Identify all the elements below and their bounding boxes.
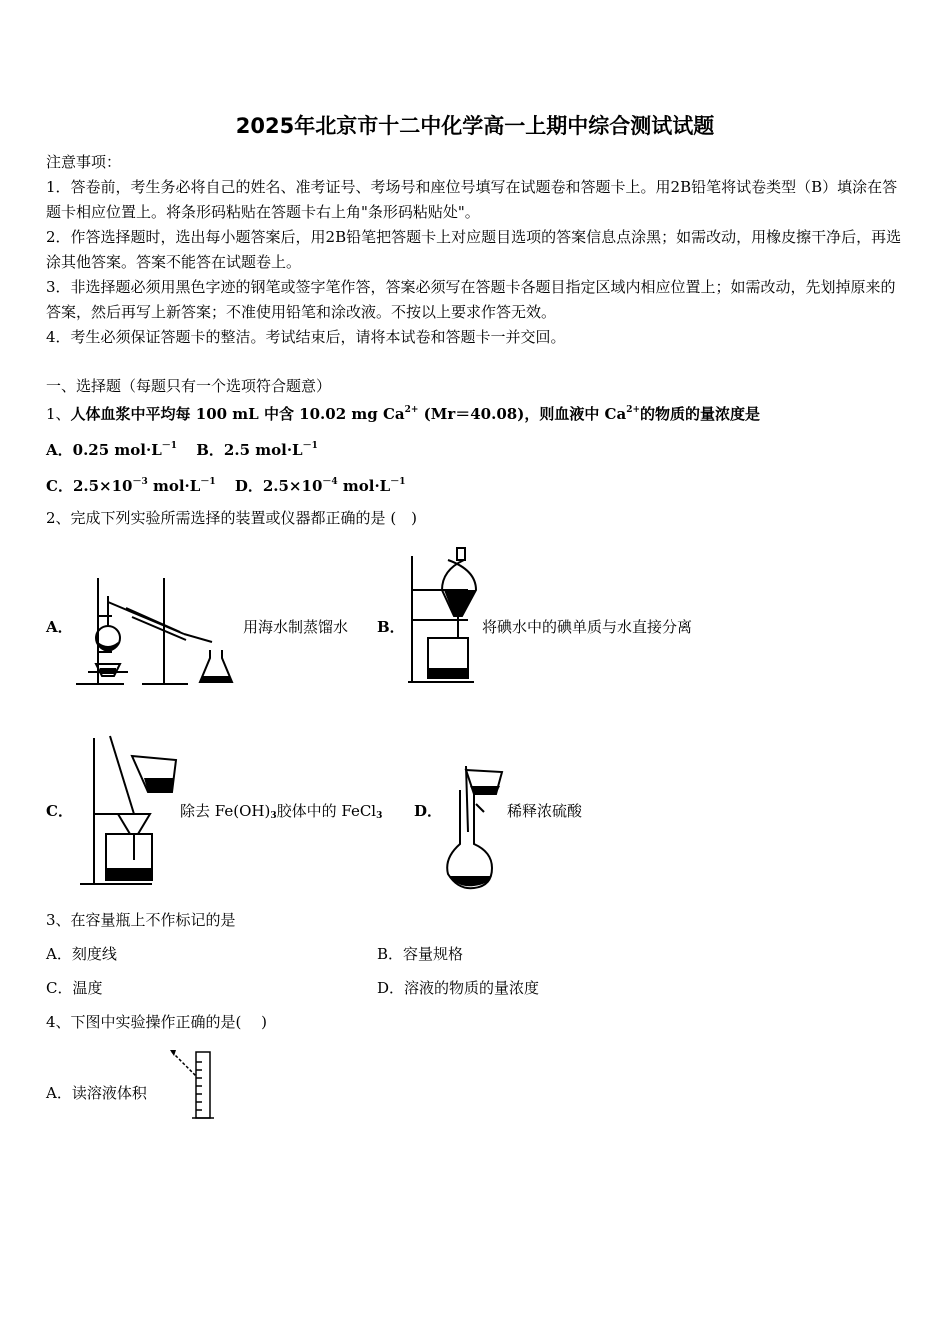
q3-option-d: D．溶液的物质的量浓度 [377,979,540,997]
q1-sup-1: 2+ [404,405,419,415]
q2-option-d-text: 稀释浓硫酸 [507,802,583,820]
graduated-cylinder-figure [168,1046,218,1122]
notice-item-2: 2．作答选择题时，选出每小题答案后，用2B铅笔把答题卡上对应题目选项的答案信息点涂黑；如需改动，用橡皮擦干净后，再选涂其他答案。答案不能答在试题卷上。 [46,228,902,271]
q2-option-b-text: 将碘水中的碘单质与水直接分离 [482,618,693,636]
question-1-number: 1、 [46,405,71,423]
q1-options-ab: A．0.25 $mol\cdot L^{-1}$ B．2.5 $mol\cdot L^{-1}$ [46,441,318,459]
q2-option-a-text: 用海水制蒸馏水 [243,618,349,636]
filtration-apparatus-figure [76,734,180,890]
notice-heading: 注意事项： [46,153,122,171]
distillation-apparatus-figure [72,572,242,690]
q1-stem-a: 人体血浆中平均每 100 mL 中含 10.02 mg Ca [70,405,405,423]
q1-option-a: A．0.25 mol·L [46,441,162,459]
separatory-funnel-figure [402,538,482,688]
page-title: 2025年北京市十二中化学高一上期中综合测试试题 [235,114,715,138]
q3-option-a: A．刻度线 [46,945,117,963]
question-3: 3、在容量瓶上不作标记的是 [46,911,236,929]
q3-option-b: B．容量规格 [377,945,464,963]
q2-option-c-label: C． [46,802,73,820]
q2-option-b-label: B． [377,618,405,636]
q1-option-d: D．2.5×10 [234,477,323,495]
notice-item-3: 3．非选择题必须用黑色字迹的钢笔或签字笔作答，答案必须写在答题卡各题目指定区域内相应位置上；如需改动，先划掉原来的答案，然后再写上新答案；不准使用铅笔和涂改液。不按以上要求作答无效。 [46,278,896,321]
notice-item-1: 1．答卷前，考生务必将自己的姓名、准考证号、考场号和座位号填写在试题卷和答题卡上。用2B铅笔将试卷类型（B）填涂在答题卡相应位置上。将条形码粘贴在答题卡右上角"条形码粘贴处"。 [46,178,898,221]
question-1 [46,398,760,427]
q1-stem-b: (Mr＝40.08)，则血液中 Ca [418,405,627,423]
q1-stem-c: 的物质的量浓度是 [640,405,761,423]
q1-sup-2: 2+ [626,405,641,415]
notice-item-4: 4．考生必须保证答题卡的整洁。考试结束后，请将本试卷和答题卡一并交回。 [46,328,566,346]
section-heading: 一、选择题（每题只有一个选项符合题意） [46,377,332,395]
q2-option-d-label: D． [414,802,443,820]
q1-option-b: B．2.5 mol·L [196,441,303,459]
q1-option-c: C．2.5×10 [46,477,133,495]
q2-option-c-text: 除去 $Fe(OH)_3$胶体中的 FeCl$_3$ [180,802,383,821]
q2-option-a-label: A． [46,618,73,636]
q4-option-a: A．读溶液体积 [46,1084,147,1102]
question-2: 2、完成下列实验所需选择的装置或仪器都正确的是 ( ) [46,509,418,527]
question-4: 4、下图中实验操作正确的是( ) [46,1013,268,1031]
q1-options-cd: C．$2.5\times 10^{-3}$ $mol\cdot L^{-1}$ D．$2.5\times 10^{-4}$ $mol\cdot L^{-1}$ [46,477,406,495]
volumetric-flask-figure [440,760,506,892]
q3-option-c: C．温度 [46,979,103,997]
